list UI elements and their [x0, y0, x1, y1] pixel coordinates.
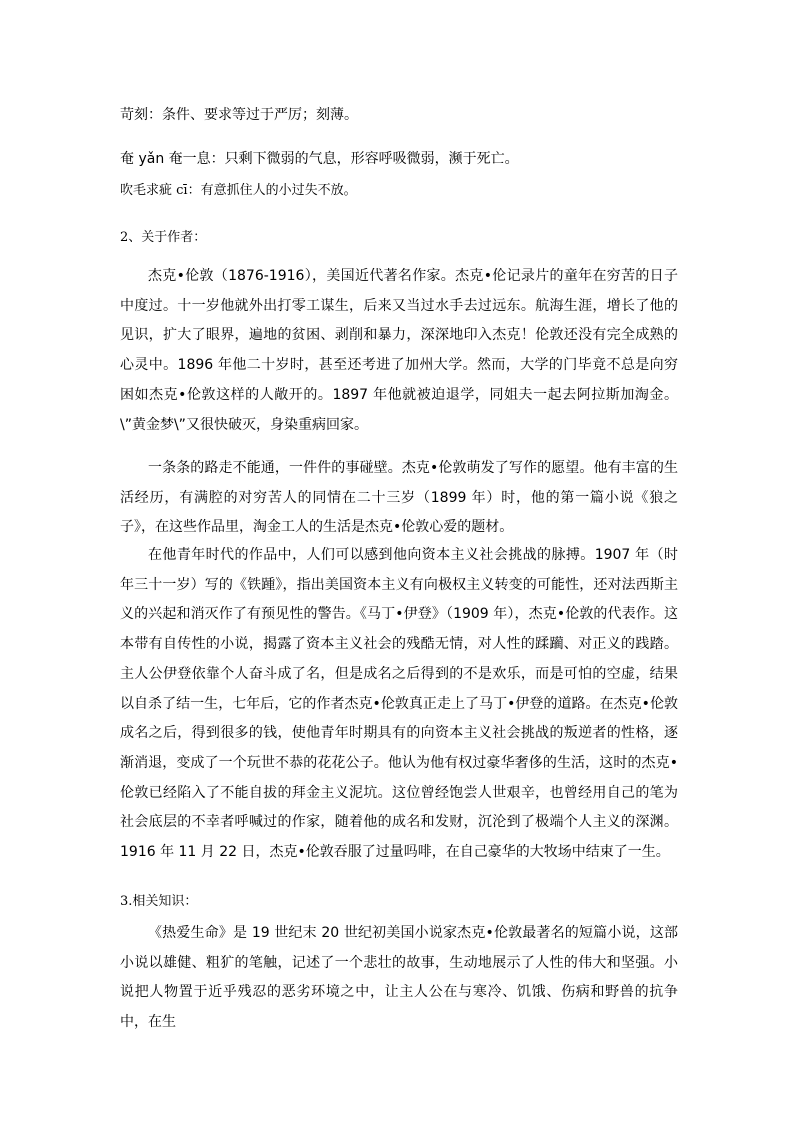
definition-kezhe: 苛刻：条件、要求等过于严厉；刻薄。 [120, 107, 358, 123]
definition-chuimaoqiuci: 吹毛求疵 cī：有意抓住人的小过失不放。 [120, 183, 357, 198]
definition-yanyanyixi: 奄 yǎn 奄一息：只剩下微弱的气息，形容呼吸微弱，濒于死亡。 [120, 151, 519, 167]
section-heading-related-knowledge: 3.相关知识： [120, 894, 198, 909]
author-paragraph-1: 杰克•伦敦（1876-1916），美国近代著名作家。杰克•伦记录片的童年在穷苦的日子中度过。十一岁他就外出打零工谋生，后来又当过水手去过远东。航海生涯，增长了他的见识，扩大了眼界，遍地的贫困、剥削和暴力，深深地印入杰克！伦敦还没有完全成熟的心灵中。1896 年他二十岁时，甚至还考进了加州大学。然而，大学的门毕竟不总是向穷困如杰克•伦敦这样的人敞开的。1897 年他就被迫退学，同姐夫一起去阿拉斯加淘金。\”黄金梦\”又很快破灭，身染重病回家。 [120, 268, 678, 433]
author-paragraph-2: 一条条的路走不能通，一件件的事碰壁。杰克•伦敦萌发了写作的愿望。他有丰富的生活经历，有满腔的对穷苦人的同情在二十三岁（1899 年）时，他的第一篇小说《狼之子》，在这些作品里，淘金工人的生活是杰克•伦敦心爱的题材。 [120, 460, 678, 536]
author-paragraph-3: 在他青年时代的作品中，人们可以感到他向资本主义社会挑战的脉搏。1907 年（时年三十一岁）写的《铁踵》，指出美国资本主义有向极权主义转变的可能性，还对法西斯主义的兴起和消灭作了有预见性的警告。《马丁•伊登》（1909 年），杰克•伦敦的代表作。这本带有自传性的小说，揭露了资本主义社会的残酷无情，对人性的蹂躏、对正义的践踏。主人公伊登依靠个人奋斗成了名，但是成名之后得到的不是欢乐，而是可怕的空虚，结果以自杀了结一生，七年后，它的作者杰克•伦敦真正走上了马丁•伊登的道路。在杰克•伦敦成名之后，得到很多的钱，使他青年时期具有的向资本主义社会挑战的叛逆者的性格，逐渐消退，变成了一个玩世不恭的花花公子。他认为他有权过豪华奢侈的生活，这时的杰克•伦敦已经陷入了不能自拔的拜金主义泥坑。这位曾经饱尝人世艰辛，也曾经用自己的笔为社会底层的不幸者呼喊过的作家，随着他的成名和发财，沉沦到了极端个人主义的深渊。1916 年 11 月 22 日，杰克•伦敦吞服了过量吗啡，在自己豪华的大牧场中结束了一生。 [120, 547, 678, 861]
section-heading-about-author: 2、关于作者： [120, 230, 207, 245]
knowledge-paragraph-1: 《热爱生命》是 19 世纪末 20 世纪初美国小说家杰克•伦敦最著名的短篇小说，这部小说以雄健、粗犷的笔触，记述了一个悲壮的故事，生动地展示了人性的伟大和坚强。小说把人物置于近乎残忍的恶劣环境之中，让主人公在与寒冷、饥饿、伤病和野兽的抗争中，在生 [120, 925, 678, 1031]
